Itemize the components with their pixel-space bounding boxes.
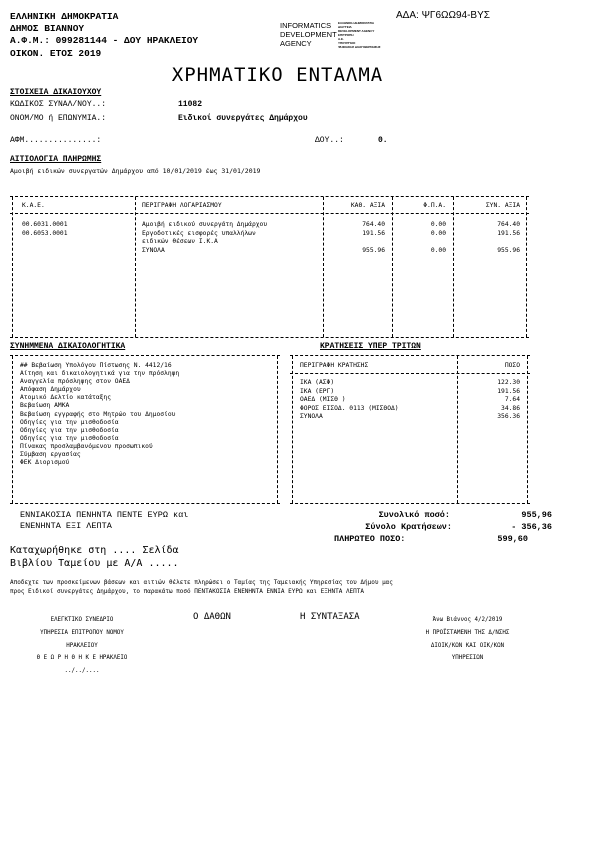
ded-amount-cell: 356.36 <box>497 413 520 421</box>
deductions-total-label: Σύνολο Κρατήσεων: <box>365 522 452 532</box>
ded-vline-0 <box>292 356 293 503</box>
docs-list <box>20 362 179 467</box>
logo-small-2: DEVELOPMENT AGENCY <box>338 29 375 33</box>
name-value: Ειδικοί συνεργάτες Δημάρχου <box>178 114 308 123</box>
desc-cell: Εργοδοτικές εισφορές υπαλλήλων <box>142 229 256 237</box>
docs-left-border <box>12 356 13 503</box>
table-vline-1 <box>135 197 136 337</box>
head-line: Άνω Βιάννος 4/2/2019 <box>432 617 503 623</box>
ded-vline-1 <box>457 356 458 503</box>
header-afm: Α.Φ.Μ.: 099281144 - ΔΟΥ ΗΡΑΚΛΕΙΟΥ <box>10 35 199 46</box>
ded-desc-cell: ΙΚΑ (ΑΣΦ) <box>300 379 335 386</box>
ded-vline-2 <box>527 356 528 503</box>
table-vline-4 <box>453 197 454 337</box>
doc-item: Οδηγίες για την μισθοδοσία <box>20 418 119 426</box>
deductions-total-value: - 356,36 <box>511 522 552 532</box>
logo-small-6: ΨΗΦΙΑΚΗΣ ΔΙΑΚΥΒΕΡΝΗΣΗΣ <box>338 45 381 49</box>
registered-line-1: Καταχωρήθηκε στη .... Σελίδα <box>10 545 179 556</box>
afm-label: ΑΦΜ...............: <box>10 136 102 145</box>
head-block <box>400 614 535 665</box>
deductions-title: ΚΡΑΤΗΣΕΙΣ ΥΠΕΡ ΤΡΙΤΩΝ <box>320 342 421 351</box>
audit-line: ΗΡΑΚΛΕΙΟΥ <box>66 642 98 649</box>
composer-signature: Η ΣΥΝΤΑΞΑΣΑ <box>300 612 360 622</box>
fpa-cell: 0.00 <box>430 247 446 255</box>
audit-line: ΥΠΗΡΕΣΙΑ ΕΠΙΤΡΟΠΟΥ ΝΟΜΟΥ <box>40 629 124 636</box>
ded-desc-cell: ΣΥΝΟΛΑ <box>300 413 323 421</box>
ded-amount-cell: 122.30 <box>497 379 520 386</box>
payable-value: 599,60 <box>497 534 528 544</box>
header-kae: Κ.Α.Ε. <box>22 202 45 209</box>
table-vline-5 <box>526 197 527 337</box>
desc-cell: ΣΥΝΟΛΑ <box>142 247 165 255</box>
doc-item: Οδηγίες για την μισθοδοσία <box>20 426 119 434</box>
kath-cell: 955.96 <box>362 247 385 255</box>
audit-line: ΕΛΕΓΚΤΙΚΟ ΣΥΝΕΔΡΙΟ <box>50 617 114 623</box>
fpa-column <box>398 221 446 256</box>
ded-amount-cell: 34.86 <box>501 404 520 412</box>
logo-line-2: DEVELOPMENT <box>280 30 337 39</box>
registered-line-2: Βιβλίου Ταμείου με Α/Α ..... <box>10 558 179 569</box>
table-vline-2 <box>323 197 324 337</box>
header-kath: ΚΑΘ. ΑΞΙΑ <box>350 202 385 209</box>
doy-label: ΔΟΥ..: <box>315 136 344 145</box>
fpa-cell <box>398 238 446 247</box>
header-country: ΕΛΛΗΝΙΚΗ ΔΗΜΟΚΡΑΤΙΑ <box>10 11 119 22</box>
amount-in-words-2: ΕΝΕΝΗΝΤΑ ΕΞΙ ΛΕΠΤΑ <box>20 521 112 531</box>
name-label: ΟΝΟΜ/ΜΟ ή ΕΠΩΝΥΜΙΑ.: <box>10 114 107 123</box>
ded-amount-cell: 7.64 <box>504 396 520 404</box>
ded-desc-cell: ΦΟΡΟΣ ΕΙΣΟΔ. 0113 (ΜΙΣΘΟΔ) <box>300 404 399 412</box>
fpa-cell: 0.00 <box>430 229 446 237</box>
logo-small-3: ΕΠΙΤΡΟΠΗ <box>338 33 354 37</box>
docs-title: ΣΥΝΗΜΜΕΝΑ ΔΙΚΑΙΟΛΟΓΗΤΙΚΑ <box>10 342 126 351</box>
head-line: ΥΠΗΡΕΣΙΩΝ <box>451 655 484 662</box>
ded-desc-cell: ΙΚΑ (ΕΡΓ) <box>300 387 335 395</box>
syn-column <box>458 221 520 256</box>
code-label: ΚΩΔΙΚΟΣ ΣΥΝΑΛ/ΝΟΥ..: <box>10 100 107 109</box>
logo-small-4: Α.Ε. <box>338 37 344 41</box>
syn-cell: 191.56 <box>497 229 520 237</box>
doc-item: Απόφαση Δημάρχου <box>20 386 81 394</box>
docs-right-border <box>277 356 278 503</box>
syn-cell <box>458 238 520 247</box>
diavgeia-logo <box>280 21 337 48</box>
justification-text: Αμοιβή ειδικών συνεργατών Δημάρχου από 10/01/2019 έως 31/01/2019 <box>10 167 261 175</box>
payable-label: ΠΛΗΡΩΤΕΟ ΠΟΣΟ: <box>334 534 406 544</box>
ded-amount-cell: 191.56 <box>497 387 520 395</box>
doc-item: ΦΕΚ Διορισμού <box>20 459 70 467</box>
header-fpa: Φ.Π.Α. <box>423 202 446 209</box>
payment-text-1: Αποδεχτε των προσκείμενων βάσεων και αιτιών θέλετε πληρώσει ο Ταμίας της Ταμειακής Υπηρεσίας του Δήμου μας <box>10 579 393 586</box>
ded-desc-cell: ΟΑΕΔ (ΜΙΣΘ ) <box>300 396 346 404</box>
kae-cell: 00.6053.0001 <box>22 229 68 237</box>
total-value: 955,96 <box>521 510 552 520</box>
doc-item: Βεβαίωση ΑΜΚΑ <box>20 402 70 410</box>
header-municipality: ΔΗΜΟΣ ΒΙΑΝΝΟΥ <box>10 23 85 34</box>
table-header-border <box>10 213 529 214</box>
ded-top-border <box>290 355 530 356</box>
fpa-cell: 0.00 <box>430 221 446 228</box>
payer-signature: Ο ΔΑΘΩΝ <box>193 612 231 622</box>
table-vline-3 <box>392 197 393 337</box>
desc-cell: Αμοιβή ειδικού συνεργάτη Δημάρχου <box>142 221 268 228</box>
logo-line-3: AGENCY <box>280 39 312 48</box>
code-value: 11082 <box>178 100 203 109</box>
logo-small-1: ΔΙΑΥΓΕΙΑ <box>338 25 352 29</box>
doc-item: ## Βεβαίωση Υπολόγου Πίστωσης Ν. 4412/16 <box>20 362 172 369</box>
header-year: ΟΙΚΟΝ. ΕΤΟΣ 2019 <box>10 48 102 59</box>
document-title: ΧΡΗΜΑΤΙΚΟ ΕΝΤΑΛΜΑ <box>171 64 384 86</box>
docs-bottom-border <box>10 503 280 504</box>
audit-line: Θ Ε Ω Ρ Η Θ Η Κ Ε ΗΡΑΚΛΕΙΟ <box>36 655 128 662</box>
kath-cell: 191.56 <box>362 229 385 237</box>
header-desc: ΠΕΡΙΓΡΑΦΗ ΛΟΓΑΡΙΑΣΜΟΥ <box>142 202 222 209</box>
kae-cell: 00.6031.0001 <box>22 221 68 228</box>
logo-fine-print <box>338 21 381 49</box>
desc-column <box>142 221 267 256</box>
head-line: ΔΙΟΙΚ/ΚΩΝ ΚΑΙ ΟΙΚ/ΚΩΝ <box>430 642 505 649</box>
ada-code: ΑΔΑ: ΨΓ6ΩΩ94-ΒΥΣ <box>396 10 490 21</box>
doc-item: Σύμβαση εργασίας <box>20 451 81 459</box>
docs-top-border <box>10 355 280 356</box>
kath-column <box>330 221 385 256</box>
table-vline-0 <box>12 197 13 337</box>
table-bottom-border <box>10 337 529 338</box>
ded-header-desc: ΠΕΡΙΓΡΑΦΗ ΚΡΑΤΗΣΗΣ <box>300 362 369 369</box>
doc-item: Πίνακας προσλαμβανόμενου προσωπικού <box>20 442 153 450</box>
justification-title: ΑΙΤΙΟΛΟΓΙΑ ΠΛΗΡΩΜΗΣ <box>10 155 102 164</box>
kae-column <box>22 221 68 238</box>
logo-line-1: INFORMATICS <box>280 21 332 30</box>
ded-desc-column <box>300 379 399 422</box>
kath-cell: 764.40 <box>362 221 385 228</box>
doy-value: 0. <box>378 136 388 145</box>
syn-cell: 764.40 <box>497 221 520 228</box>
ded-header-amount: ΠΟΣΟ <box>504 362 520 369</box>
desc-cell: ειδικών θέσεων Ι.Κ.Α <box>142 238 218 246</box>
amount-in-words-1: ΕΝΝΙΑΚΟΣΙΑ ΠΕΝΗΝΤΑ ΠΕΝΤΕ ΕΥΡΩ και <box>20 510 189 520</box>
audit-block <box>12 614 152 678</box>
kath-cell <box>330 238 385 247</box>
logo-small-0: ΕΛΛΗΝΙΚΗ ΔΗΜΟΚΡΑΤΙΑ <box>338 21 375 25</box>
ded-bottom-border <box>290 503 530 504</box>
doc-item: Ατομικό Δελτίο κατάταξης <box>20 394 111 402</box>
header-syn: ΣΥΝ. ΑΞΙΑ <box>485 202 520 209</box>
doc-item: Αναγγελία πρόσληψης στον ΟΑΕΔ <box>20 378 130 386</box>
syn-cell: 955.96 <box>497 247 520 255</box>
ded-amount-column <box>462 379 520 422</box>
logo-small-5: ΥΠΟΥΡΓΕΙΟ <box>338 41 356 45</box>
beneficiary-section-title: ΣΤΟΙΧΕΙΑ ΔΙΚΑΙΟΥΧΟΥ <box>10 88 102 97</box>
payment-text-2: προς Ειδικοί συνεργάτες Δημάρχου, το παρακάτω ποσό ΠΕΝΤΑΚΟΣΙΑ ΕΝΕΝΗΝΤΑ ΕΝΝΙΑ ΕΥΡΩ και ΕΞΗΝΤΑ ΛΕΠΤΑ <box>10 588 365 595</box>
table-top-border <box>10 196 529 197</box>
doc-item: Βεβαίωση εγγραφής στο Μητρώο του Δημοσίου <box>20 410 176 418</box>
audit-line: ../../.... <box>64 668 100 675</box>
doc-item: Αίτηση και δικαιολογητικά για την πρόσληψη <box>20 370 180 378</box>
total-label: Συνολικό ποσό: <box>378 510 450 520</box>
head-line: Η ΠΡΟΪΣΤΑΜΕΝΗ ΤΗΣ Δ/ΝΣΗΣ <box>425 629 510 636</box>
ded-header-border <box>290 373 530 374</box>
doc-item: Οδηγίες για την μισθοδοσία <box>20 434 119 442</box>
